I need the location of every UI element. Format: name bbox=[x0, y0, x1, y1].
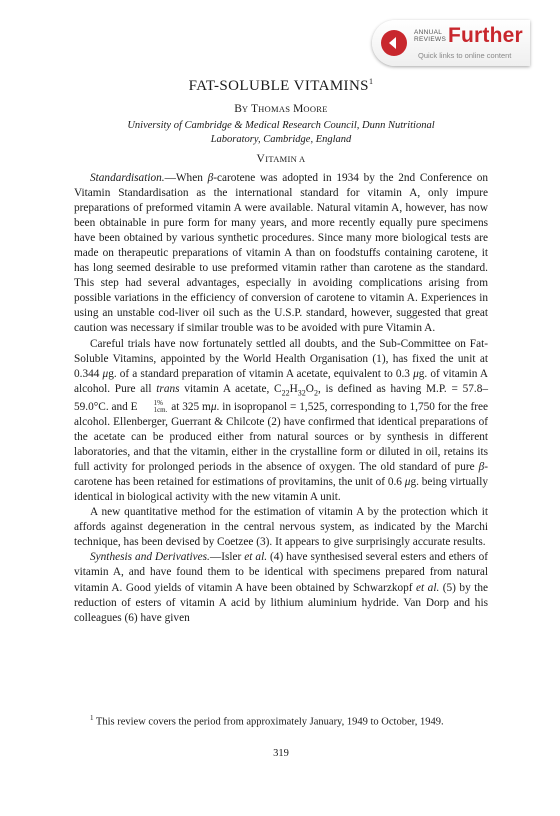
paragraph-standardisation: Standardisation.—When β-carotene was adopted in 1934 by the 2nd Conference on Vitamin Standardisation as the international standard for vitamin A, only impure preparations of preformed vitamin A were available. Natural vitamin A, however, has now been obtainable in pure form for many years, and more recently equally pure specimens have been obtained by various synthetic procedures. Since many more biological tests are made on therapeutic preparations of vitamin A than on foodstuffs containing carotene, it has long seemed desirable to use preformed vitamin rather than carotene as the standard. This step had several advantages, especially in avoiding complications arising from possible variations in the efficiency of conversion of carotene to vitamin A. Experiences in using an unstable cod-liver oil such as the U.S.P. standard, however, suggested that great caution was necessary if similar trouble was to be avoided with pure Vitamin A. bbox=[74, 172, 488, 335]
play-arrow-icon bbox=[381, 30, 407, 56]
annual-reviews-further-badge[interactable] bbox=[372, 20, 530, 66]
page-number: 319 bbox=[273, 748, 289, 759]
further-label: Further bbox=[448, 24, 523, 47]
footnote-mark: 1 bbox=[90, 714, 94, 722]
article-body bbox=[74, 171, 488, 626]
further-sublabel: Quick links to online content bbox=[418, 51, 512, 60]
author-byline: BY THOMAS MOORE bbox=[234, 103, 328, 115]
section-heading: VITAMIN A bbox=[256, 153, 306, 165]
annual-reviews-logo: ANNUAL REVIEWS bbox=[414, 29, 447, 43]
author-affiliation: University of Cambridge & Medical Research Council, Dunn Nutritional Laboratory, Cambridge, England bbox=[127, 120, 435, 145]
paragraph-synthesis: Synthesis and Derivatives.—Isler et al. (4) have synthesised several esters and ethers of vitamin A, and have found them to be identical with specimens prepared from natural vitamin A. Good yields of vitamin A have been obtained by Schwarzkopf et al. (5) by the reduction of esters of vitamin A acid by lithium aluminium hydride. Van Dorp and his colleagues (6) have given bbox=[74, 551, 488, 624]
article-title: FAT-SOLUBLE VITAMINS$^1$ bbox=[188, 77, 374, 94]
title-footnote-mark: 1 bbox=[368, 77, 374, 86]
footnote: $^1$ This review covers the period from approximately January, 1949 to October, 1949. bbox=[90, 714, 444, 728]
paragraph-careful-trials: Careful trials have now fortunately settled all doubts, and the Sub-Committee on Fat-Soluble Vitamins, appointed by the World Health Organisation (1), has fixed the unit at 0.344 μg. of a standard preparation of vitamin A acetate, equivalent to 0.3 μg. of vitamin A alcohol. Pure all trans vitamin A acetate, $C_{22}H_{32}O_2$, is defined as having M.P. = 57.8–59.0°C. and E 1% 1cm. at 325 mμ. in isopropanol = 1,525, corresponding to 1,750 for the free alcohol. Ellenberger, Guerrant & Chilcote (2) have confirmed that identical preparations of the acetate can be produced either from natural sources or by synthesis in different laboratories, and that the vitamin, either in the crystalline form or diluted in oil, retains its full activity for prolonged periods in the absence of oxygen. The old standard of pure β-carotene has been retained for estimations of provitamins, the unit of 0.6 μg. being virtually identical in biological activity with the new vitamin A unit. bbox=[74, 337, 489, 504]
paragraph-quantitative-method: A new quantitative method for the estimation of vitamin A by the protection which it affords against degeneration in the central nervous system, as indicated by the Marchi technique, has been devised by Coetzee (3). It appears to give surprisingly accurate results. bbox=[74, 506, 488, 549]
